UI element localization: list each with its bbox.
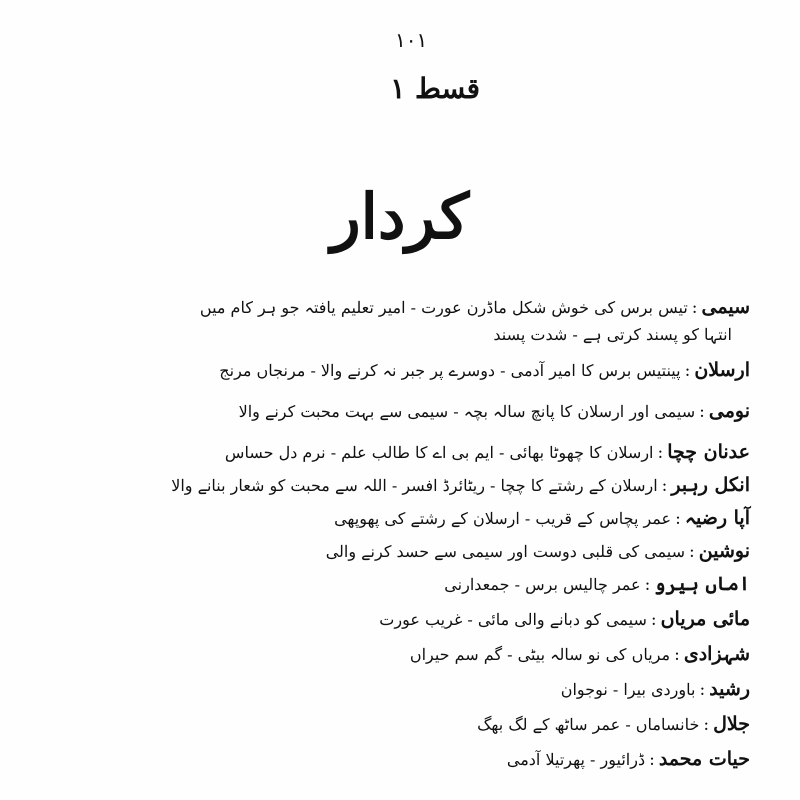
colon-separator: :	[674, 645, 680, 665]
character-description: باوردی بیرا - نوجوان	[560, 680, 696, 699]
colon-separator: :	[675, 509, 681, 529]
character-list	[171, 296, 750, 770]
character-description: عمر چالیس برس - جمعدارنی	[444, 575, 641, 594]
character-description: سیمی کی قلبی دوست اور سیمی سے حسد کرنے والی	[325, 542, 686, 561]
character-name: آپا رضیہ	[684, 507, 750, 529]
character-entry	[190, 645, 750, 664]
character-entry	[190, 750, 750, 769]
character-description: سیمی اور ارسلان کا پانچ سالہ بچہ - سیمی سے بہت محبت کرنے والا	[238, 402, 696, 421]
character-name: نوشین	[698, 540, 750, 562]
character-entry	[190, 402, 750, 421]
episode-label: قسط ١	[390, 72, 480, 105]
colon-separator: :	[689, 542, 695, 562]
character-entry	[190, 361, 750, 380]
character-description: خانساماں - عمر ساٹھ کے لگ بھگ	[477, 715, 700, 734]
colon-separator: :	[644, 575, 651, 595]
character-name: ارسلان	[694, 359, 750, 381]
character-name: حیات محمد	[658, 748, 750, 770]
character-name: جلال	[713, 713, 750, 735]
character-entry	[190, 542, 750, 561]
colon-separator: :	[657, 443, 664, 463]
character-description: ڈرائیور - پھرتیلا آدمی	[506, 750, 646, 769]
character-description: تیس برس کی خوش شکل ماڈرن عورت - امیر تعلیم یافتہ جو ہر کام میں	[199, 298, 688, 317]
character-entry	[190, 509, 750, 528]
colon-separator: :	[684, 361, 691, 381]
colon-separator: :	[703, 715, 710, 735]
character-entry	[190, 715, 750, 734]
character-description: مریاں کی نو سالہ بیٹی - گم سم حیراں	[409, 645, 671, 664]
character-name: شہزادی	[683, 643, 750, 665]
character-name: اماں ہیرو	[654, 573, 750, 595]
character-name: سیمی	[701, 296, 750, 318]
character-entry	[190, 610, 750, 629]
colon-separator: :	[650, 610, 657, 630]
character-entry	[190, 575, 750, 594]
colon-separator: :	[691, 298, 698, 318]
character-description: عمر پچاس کے قریب - ارسلان کے رشتے کی پھوپھی	[334, 509, 672, 528]
colon-separator: :	[699, 680, 706, 700]
character-entry	[190, 298, 750, 343]
character-entry	[190, 443, 750, 462]
colon-separator: :	[649, 750, 655, 770]
character-description: ارسلان کا چھوٹا بھائی - ایم بی اے کا طالب علم - نرم دل حساس	[224, 443, 654, 462]
character-entry	[171, 474, 750, 496]
colon-separator: :	[661, 476, 668, 496]
character-description: سیمی کو دبانے والی مائی - غریب عورت	[379, 610, 647, 629]
character-entry	[190, 680, 750, 699]
character-description: ارسلان کے رشتے کا چچا - ریٹائرڈ افسر - اللہ سے محبت کو شعار بنانے والا	[171, 476, 658, 495]
character-name: عدنان چچا	[667, 441, 750, 463]
character-description: پینتیس برس کا امیر آدمی - دوسرے پر جبر نہ کرنے والا - مرنجاں مرنج	[219, 361, 681, 380]
character-name: نومی	[708, 400, 750, 422]
character-name: مائی مریاں	[660, 608, 750, 630]
character-name: رشید	[709, 678, 750, 700]
character-description-continued: انتہا کو پسند کرتی ہے - شدت پسند	[493, 325, 732, 344]
page-heading: کردار	[330, 180, 470, 253]
colon-separator: :	[699, 402, 705, 422]
page-number: ١٠١	[395, 28, 428, 52]
character-name: انکل رہبر	[671, 474, 750, 496]
